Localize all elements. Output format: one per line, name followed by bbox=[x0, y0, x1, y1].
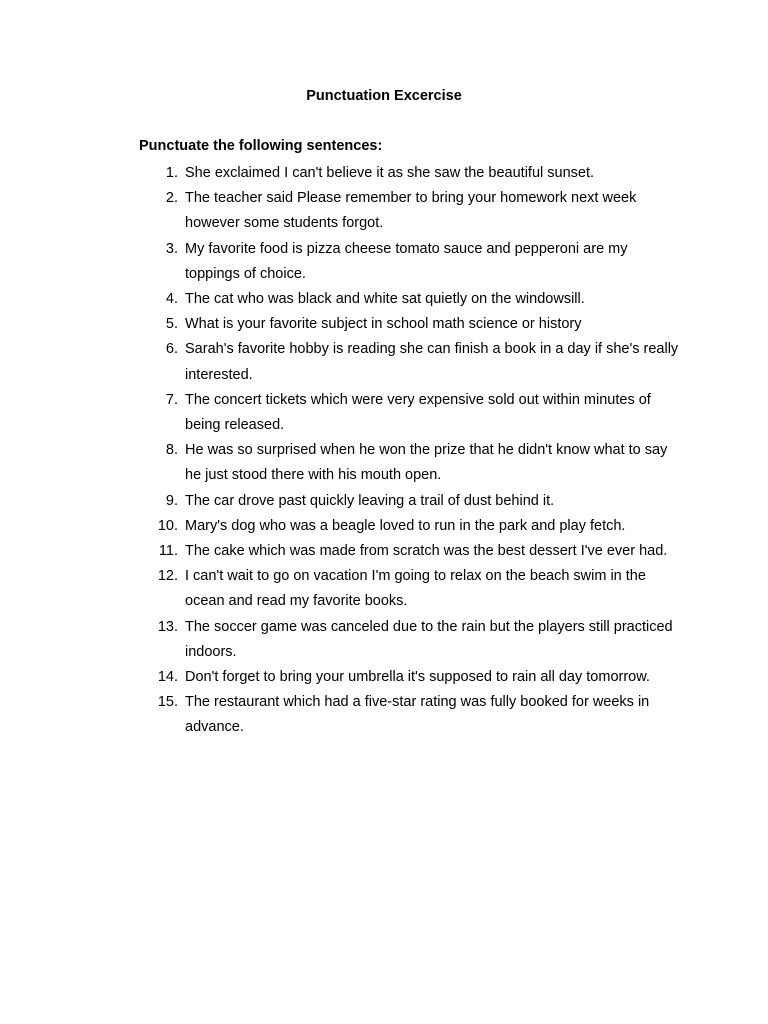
item-text: Don't forget to bring your umbrella it's supposed to rain all day tomorrow. bbox=[185, 669, 650, 686]
item-text: The car drove past quickly leaving a trail of dust behind it. bbox=[185, 492, 555, 509]
list-item bbox=[0, 438, 768, 488]
item-text: The concert tickets which were very expensive sold out within minutes of being released. bbox=[185, 391, 651, 434]
item-number: 13. bbox=[157, 618, 178, 635]
item-text: The teacher said Please remember to bring your homework next week however some students forgot. bbox=[185, 190, 637, 232]
item-number: 5. bbox=[165, 316, 178, 333]
item-text: He was so surprised when he won the prize that he didn't know what to say he just stood there with his mouth open. bbox=[185, 442, 668, 484]
item-number: 9. bbox=[165, 492, 178, 509]
list-item bbox=[0, 287, 768, 312]
item-text: The cake which was made from scratch was the best dessert I've ever had. bbox=[185, 543, 668, 560]
list-item bbox=[0, 237, 768, 287]
list-item bbox=[0, 615, 768, 665]
list-item bbox=[0, 690, 768, 740]
list-item bbox=[0, 186, 768, 236]
item-text: The restaurant which had a five-star rating was fully booked for weeks in advance. bbox=[185, 694, 650, 736]
item-text: Sarah's favorite hobby is reading she can finish a book in a day if she's really interested. bbox=[185, 341, 679, 383]
item-number: 7. bbox=[165, 391, 178, 408]
item-number: 1. bbox=[165, 165, 178, 181]
item-text: What is your favorite subject in school math science or history bbox=[185, 316, 582, 333]
item-text: She exclaimed I can't believe it as she saw the beautiful sunset. bbox=[185, 165, 595, 181]
item-number: 10. bbox=[157, 517, 178, 534]
item-text: I can't wait to go on vacation I'm going to relax on the beach swim in the ocean and read my favorite books. bbox=[185, 568, 646, 610]
item-text: Mary's dog who was a beagle loved to run in the park and play fetch. bbox=[185, 517, 626, 534]
page-title: Punctuation Excercise bbox=[306, 88, 462, 104]
list-item bbox=[0, 564, 768, 614]
item-number: 2. bbox=[165, 190, 178, 207]
sentence-list bbox=[0, 161, 768, 741]
list-item bbox=[0, 665, 768, 690]
list-item bbox=[0, 514, 768, 539]
instruction-heading: Punctuate the following sentences: bbox=[139, 138, 383, 154]
list-item bbox=[0, 312, 768, 337]
item-text: The cat who was black and white sat quietly on the windowsill. bbox=[185, 291, 585, 308]
item-number: 15. bbox=[157, 694, 178, 711]
item-number: 3. bbox=[165, 240, 178, 257]
item-text: The soccer game was canceled due to the rain but the players still practiced indoors. bbox=[185, 618, 673, 660]
list-item bbox=[0, 539, 768, 564]
item-number: 14. bbox=[157, 669, 178, 686]
item-text: My favorite food is pizza cheese tomato sauce and pepperoni are my toppings of choice. bbox=[185, 240, 628, 282]
item-number: 12. bbox=[157, 568, 178, 585]
list-item bbox=[0, 489, 768, 514]
item-number: 4. bbox=[165, 291, 178, 308]
item-number: 11. bbox=[158, 543, 178, 560]
item-number: 6. bbox=[165, 341, 178, 358]
item-number: 8. bbox=[165, 442, 178, 459]
list-item bbox=[0, 388, 768, 438]
list-item bbox=[0, 337, 768, 387]
list-item bbox=[0, 161, 768, 186]
